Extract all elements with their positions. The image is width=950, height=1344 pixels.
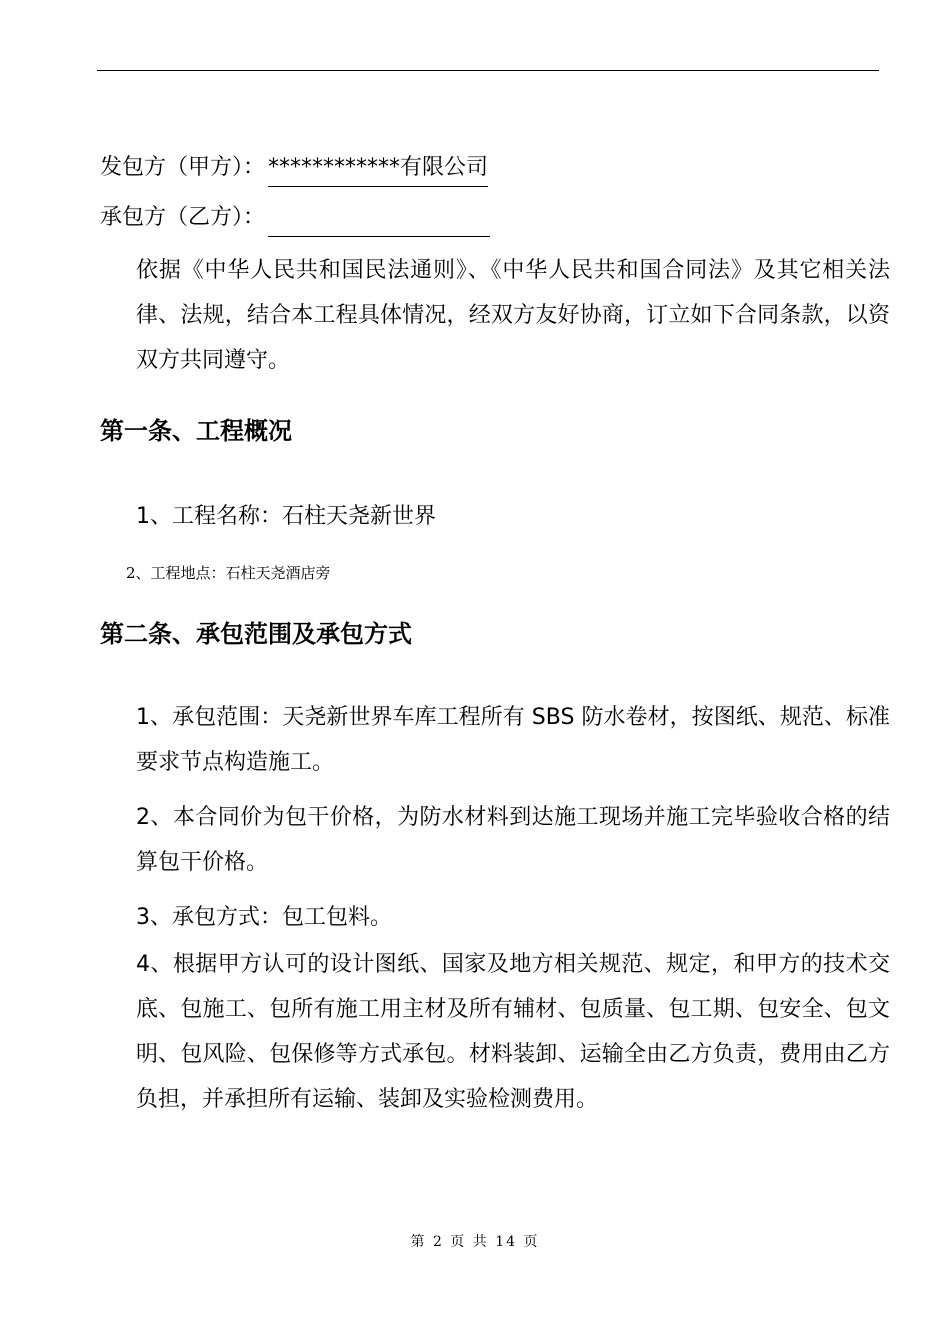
- article2-item3: [100, 895, 890, 940]
- article1-heading: 第一条、工程概况: [100, 417, 292, 445]
- party-a-value: ************有限公司: [268, 153, 488, 187]
- intro-paragraph: [100, 248, 890, 383]
- article1-item1: 1、工程名称：石柱天尧新世界: [136, 504, 436, 529]
- article2-item4-text: 4、根据甲方认可的设计图纸、国家及地方相关规范、规定，和甲方的技术交底、包施工、包所有施工用主材及所有辅材、包质量、包工期、包安全、包文明、包风险、包保修等方式承包。材料装卸、运输全由乙方负责，费用由乙方负担，并承担所有运输、装卸及实验检测费用。: [136, 952, 890, 1112]
- party-b-value: [268, 203, 490, 237]
- header-rule: [97, 70, 879, 71]
- article2-item2-text: 2、本合同价为包干价格，为防水材料到达施工现场并施工完毕验收合格的结算包干价格。: [136, 805, 890, 875]
- article1-item2: 2、工程地点：石柱天尧酒店旁: [126, 564, 331, 582]
- intro-text: 依据《中华人民共和国民法通则》、《中华人民共和国合同法》及其它相关法律、法规，结合本工程具体情况，经双方友好协商，订立如下合同条款，以资双方共同遵守。: [136, 258, 890, 373]
- party-b-label: 承包方（乙方）：: [100, 205, 266, 230]
- article2-item1: [100, 695, 890, 785]
- party-a-label: 发包方（甲方）：: [100, 155, 266, 180]
- article2-heading: 第二条、承包范围及承包方式: [100, 620, 412, 648]
- article2-item2: [100, 795, 890, 885]
- page-footer: 第 2 页 共 14 页: [410, 1234, 540, 1250]
- article2-item4: [100, 942, 890, 1122]
- article2-item3-text: 3、承包方式：包工包料。: [136, 905, 392, 930]
- article2-item1-text: 1、承包范围：天尧新世界车库工程所有 SBS 防水卷材，按图纸、规范、标准要求节点构造施工。: [136, 705, 890, 775]
